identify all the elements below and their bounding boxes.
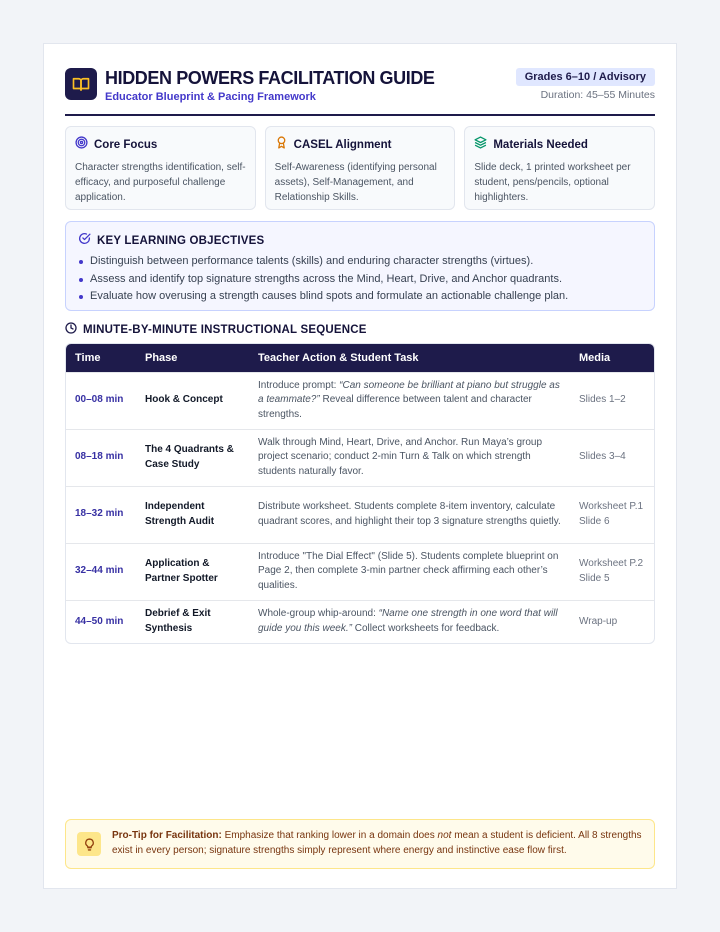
row-task: Walk through Mind, Heart, Drive, and Anchor. Run Maya’s group project scenario; conduct 2-min Turn & Talk on which strength students naturally favor. [249,429,570,486]
card-core-focus [65,126,256,210]
award-icon [275,136,288,154]
book-icon [65,68,97,100]
column-header-media: Media [570,344,655,372]
card-casel-alignment [265,126,456,210]
row-phase: Hook & Concept [136,372,249,429]
row-time: 00–08 min [66,372,136,429]
row-media: Wrap-up [570,600,655,643]
card-body: Slide deck, 1 printed worksheet per student, pens/pencils, optional highlighters. [474,162,631,203]
card-title: CASEL Alignment [293,139,392,151]
row-task: Distribute worksheet. Students complete 8-item inventory, calculate quadrant scores, and highlight their top 3 signature strengths quietly. [249,486,570,543]
card-title: Core Focus [94,139,158,151]
card-title: Materials Needed [493,139,588,151]
guide-page [43,43,677,889]
objectives-list [78,253,642,306]
row-media: Worksheet P.2 Slide 5 [570,543,655,600]
layers-icon [474,136,487,154]
row-phase: Application & Partner Spotter [136,543,249,600]
row-time: 08–18 min [66,429,136,486]
column-header-task: Teacher Action & Student Task [249,344,570,372]
table-row [66,429,655,486]
row-phase: The 4 Quadrants & Case Study [136,429,249,486]
table-row [66,543,655,600]
row-time: 18–32 min [66,486,136,543]
learning-objectives [65,221,655,311]
table-row [66,486,655,543]
card-body: Character strengths identification, self-efficacy, and purposeful challenge application. [75,162,246,203]
page-title: HIDDEN POWERS FACILITATION GUIDE [105,68,435,88]
row-task: Whole-group whip-around: “Name one strength in one word that will guide you this week.” Collect worksheets for feedback. [249,600,570,643]
grade-badge: Grades 6–10 / Advisory [516,68,655,86]
objectives-title: KEY LEARNING OBJECTIVES [97,235,265,247]
duration-label: Duration: 45–55 Minutes [540,89,655,101]
check-circle-icon [78,232,91,250]
row-task: Introduce "The Dial Effect" (Slide 5). Students complete blueprint on Page 2, then complete 3-min partner check affirming each other’s qualities. [249,543,570,600]
table-row [66,600,655,643]
column-header-time: Time [66,344,136,372]
list-item: Evaluate how overusing a strength causes blind spots and formulate an actionable challenge plan. [78,288,642,306]
page-subtitle: Educator Blueprint & Pacing Framework [105,91,316,103]
row-time: 44–50 min [66,600,136,643]
column-header-phase: Phase [136,344,249,372]
row-time: 32–44 min [66,543,136,600]
card-body: Self-Awareness (identifying personal assets), Self-Management, and Relationship Skills. [274,162,437,203]
pro-tip [65,819,655,869]
row-phase: Debrief & Exit Synthesis [136,600,249,643]
row-task: Introduce prompt: “Can someone be brilliant at piano but struggle as a teammate?” Reveal difference between talent and character strengths. [249,372,570,429]
lightbulb-icon [77,832,101,856]
row-media: Slides 3–4 [570,429,655,486]
sequence-table [65,343,655,644]
card-materials [464,126,655,210]
row-phase: Independent Strength Audit [136,486,249,543]
sequence-heading [65,321,367,339]
page-header [65,68,655,116]
list-item: Distinguish between performance talents (skills) and enduring character strengths (virtues). [78,253,642,271]
clock-icon [65,321,77,339]
pro-tip-text: Pro-Tip for Facilitation: Emphasize that ranking lower in a domain does not mean a student is deficient. All 8 strengths exist in every person; signature strengths simply represent where energy and instinctive ease flow first. [112,830,642,856]
info-cards [65,126,655,210]
target-icon [75,136,88,154]
sequence-title: MINUTE-BY-MINUTE INSTRUCTIONAL SEQUENCE [83,324,367,336]
row-media: Worksheet P.1 Slide 6 [570,486,655,543]
row-media: Slides 1–2 [570,372,655,429]
table-row [66,372,655,429]
list-item: Assess and identify top signature strengths across the Mind, Heart, Drive, and Anchor quadrants. [78,271,642,289]
